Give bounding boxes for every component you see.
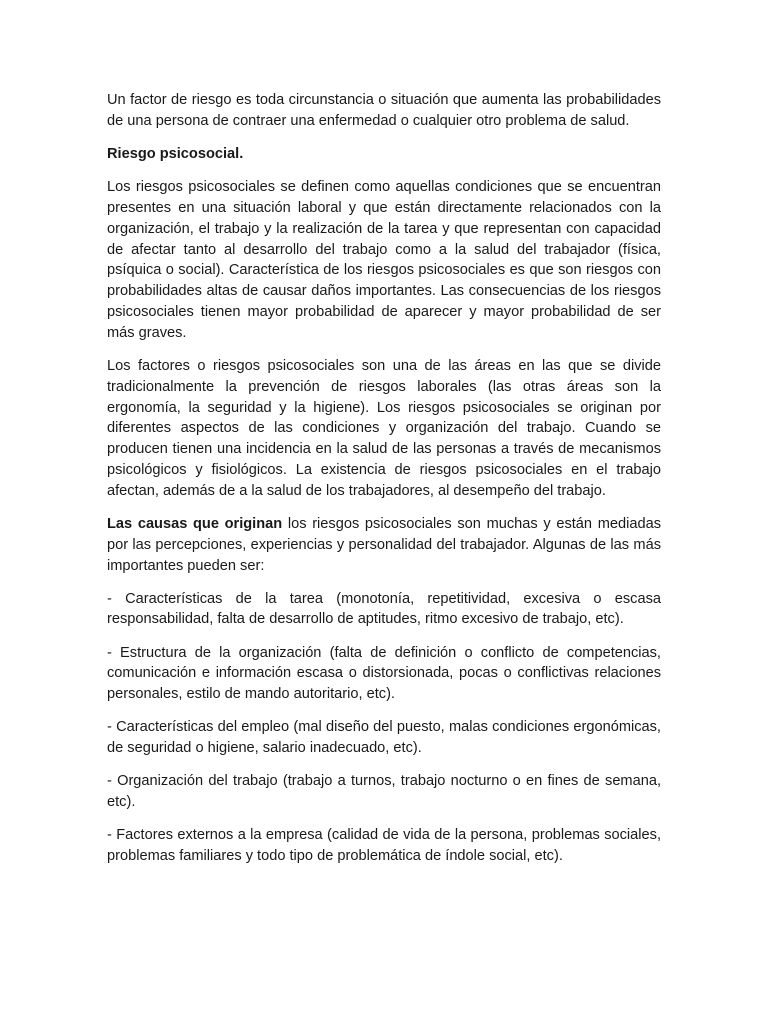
list-item: - Estructura de la organización (falta de definición o conflicto de competencias, comunicación e información escasa o distorsionada, pocas o conflictivas relaciones personales, estilo de mando autoritario, etc). (107, 644, 661, 703)
list-item: - Características del empleo (mal diseño del puesto, malas condiciones ergonómicas, de seguridad o higiene, salario inadecuado, etc). (107, 719, 661, 757)
causes-paragraph (107, 514, 661, 576)
document-page (107, 90, 661, 879)
causes-text: los riesgos psicosociales son muchas y están mediadas por las percepciones, experiencias y personalidad del trabajador. Algunas de las más importantes pueden ser: (107, 515, 661, 574)
list-item: - Organización del trabajo (trabajo a turnos, trabajo nocturno o en fines de semana, etc). (107, 773, 661, 811)
causes-bold-lead: Las causas que originan (107, 515, 283, 532)
list-item: - Factores externos a la empresa (calidad de vida de la persona, problemas sociales, problemas familiares y todo tipo de problemática de índole social, etc). (107, 827, 661, 865)
areas-paragraph: Los factores o riesgos psicosociales son una de las áreas en las que se divide tradicionalmente la prevención de riesgos laborales (las otras áreas son la ergonomía, la seguridad y la higiene). Los riesgos psicosociales se originan por diferentes aspectos de las condiciones y organización del trabajo. Cuando se producen tienen una incidencia en la salud de las personas a través de mecanismos psicológicos y fisiológicos. La existencia de riesgos psicosociales en el trabajo afectan, además de a la salud de los trabajadores, al desempeño del trabajo. (107, 357, 661, 499)
definition-paragraph: Los riesgos psicosociales se definen como aquellas condiciones que se encuentran presentes en una situación laboral y que están directamente relacionados con la organización, el trabajo y la realización de la tarea y que representan con capacidad de afectar tanto al desarrollo del trabajo como a la salud del trabajador (física, psíquica o social). Característica de los riesgos psicosociales es que son riesgos con probabilidades altas de causar daños importantes. Las consecuencias de los riesgos psicosociales tienen mayor probabilidad de aparecer y mayor probabilidad de ser más graves. (107, 179, 661, 341)
list-item: - Características de la tarea (monotonía, repetitividad, excesiva o escasa responsabilidad, falta de desarrollo de aptitudes, ritmo excesivo de trabajo, etc). (107, 590, 661, 628)
intro-paragraph: Un factor de riesgo es toda circunstancia o situación que aumenta las probabilidades de una persona de contraer una enfermedad o cualquier otro problema de salud. (107, 92, 661, 129)
section-heading: Riesgo psicosocial. (107, 145, 244, 162)
